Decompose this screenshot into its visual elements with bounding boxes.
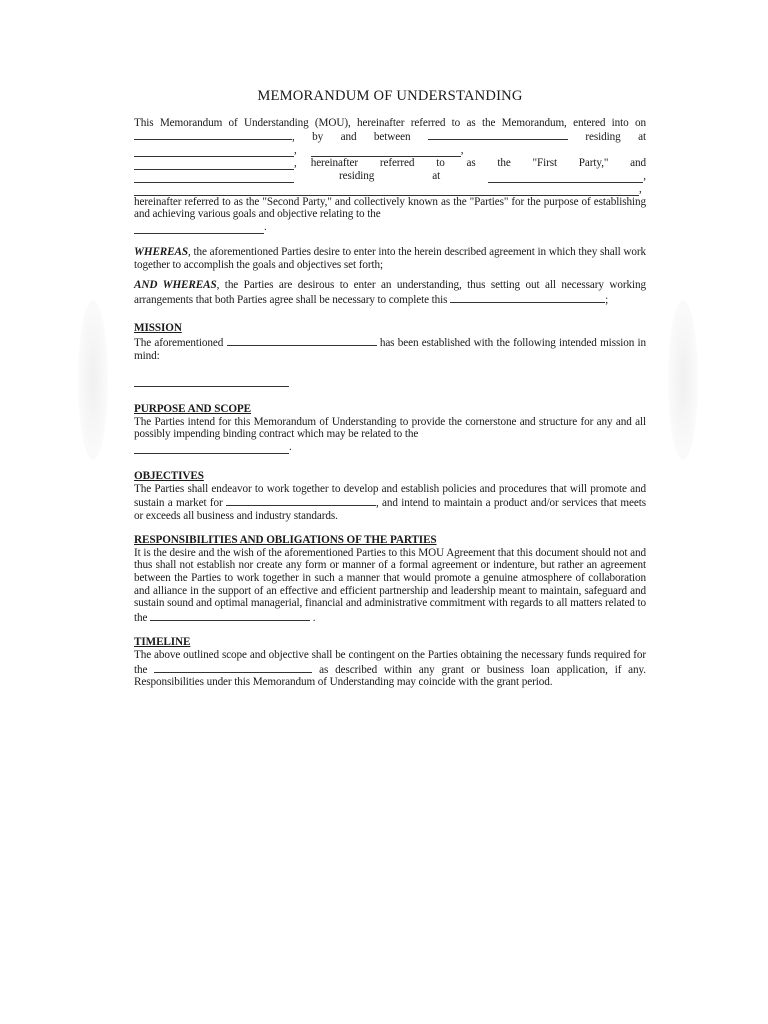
intro-line-6: ,	[134, 183, 646, 196]
second-party-address-blank[interactable]	[488, 172, 643, 183]
objectives-text-2: , and intend to maintain a product and/or services that meets or exceeds all business and industry standards.	[134, 497, 646, 522]
second-party-text: hereinafter referred to as the "Second Party," and collectively known as the "Parties" for the purpose of establishing and achieving various goals and objective relating to the	[134, 195, 646, 221]
timeline-text-2: as described within any grant or business loan application, if any. Responsibilities under this Memorandum of Understanding may coincide with the grant period.	[134, 663, 647, 689]
page-edge-shadow-right	[668, 300, 698, 460]
whereas-label: WHEREAS	[134, 245, 189, 258]
purpose-text: The Parties intend for this Memorandum of Understanding to provide the cornerstone and structure for any and all possibly impending binding contract which may be related to the	[134, 415, 646, 441]
document-page	[134, 90, 646, 689]
first-party-name-blank[interactable]	[428, 129, 568, 140]
purpose-heading: PURPOSE AND SCOPE	[134, 403, 252, 416]
mission-line-blank	[134, 374, 646, 387]
date-blank[interactable]	[134, 129, 292, 140]
document-title: MEMORANDUM OF UNDERSTANDING	[257, 88, 523, 104]
and-whereas-paragraph	[134, 279, 646, 306]
first-party-label-text: hereinafter referred to as the "First Party," and	[310, 157, 646, 170]
purpose-scope-line-blank	[134, 441, 646, 454]
objectives-paragraph	[134, 483, 646, 523]
purpose-blank[interactable]	[134, 223, 264, 234]
period-end: .	[264, 221, 267, 234]
mission-text-1: The aforementioned	[134, 336, 224, 349]
market-blank[interactable]	[226, 495, 376, 506]
first-party-address-2-blank[interactable]	[134, 159, 294, 170]
at-label: at	[432, 170, 441, 183]
mission-blank[interactable]	[227, 335, 377, 346]
funds-blank[interactable]	[154, 662, 312, 673]
objectives-heading: OBJECTIVES	[134, 469, 204, 482]
second-party-address-2-blank[interactable]	[134, 185, 639, 196]
purpose-line-blank	[134, 221, 646, 234]
timeline-text-1: The above outlined scope and objective shall be contingent on the Parties obtaining the necessary funds required for the	[134, 649, 646, 676]
intro-line-5: residing at ,	[134, 170, 646, 183]
arrangement-blank[interactable]	[450, 292, 605, 303]
objectives-text-1: The Parties shall endeavor to work together to develop and establish policies and procedures that will promote and sustain a market for	[134, 482, 646, 510]
second-party-paragraph	[134, 196, 646, 221]
residing-label: residing	[339, 170, 375, 183]
whereas-text: , the aforementioned Parties desire to enter into the herein described agreement in which they shall work together to accomplish the goals and objectives set forth;	[134, 245, 646, 271]
first-party-address-cont-blank[interactable]	[311, 146, 461, 157]
intro-paragraph	[134, 117, 646, 144]
intro-residing-text: residing at	[585, 131, 646, 144]
intro-between-text: , by and between	[292, 131, 411, 144]
responsibilities-paragraph	[134, 547, 646, 625]
first-party-address-blank[interactable]	[134, 146, 294, 157]
related-matters-blank[interactable]	[150, 610, 310, 621]
timeline-paragraph	[134, 649, 646, 689]
responsibilities-end: .	[312, 611, 316, 624]
responsibilities-text: It is the desire and the wish of the aforementioned Parties to this MOU Agreement that this document should not and thus shall not establish nor create any form or manner of a formal agreement or indenture, but rather an agreement between the Parties to work together in such a manner that would promote a genuine atmosphere of collaboration and alliance in the support of an effective and efficient partnership and leadership meant to maintain, safeguard and sustain sound and optimal managerial, financial and administrative commitment with regards to all matters related to the	[134, 546, 646, 624]
and-whereas-label: AND WHEREAS	[134, 279, 217, 292]
and-whereas-end: ;	[605, 293, 609, 306]
second-party-name-blank[interactable]	[134, 172, 294, 183]
responsibilities-heading: RESPONSIBILITIES AND OBLIGATIONS OF THE PARTIES	[134, 534, 437, 547]
purpose-scope-blank[interactable]	[134, 443, 289, 454]
page-edge-shadow-left	[78, 300, 108, 460]
mission-paragraph	[134, 335, 646, 362]
mission-statement-blank[interactable]	[134, 376, 289, 387]
intro-line-3: , ,	[134, 144, 646, 157]
and-whereas-text: , the Parties are desirous to enter an understanding, thus setting out all necessary working arrangements that both Parties agree shall be necessary to complete this	[134, 279, 646, 306]
whereas-paragraph	[134, 246, 646, 271]
intro-line-4: , hereinafter referred to as the "First Party," and	[134, 157, 646, 170]
mission-text-2: has been established with the following intended mission in mind:	[134, 336, 646, 362]
purpose-end: .	[289, 441, 292, 454]
timeline-heading: TIMELINE	[134, 636, 191, 649]
intro-text: This Memorandum of Understanding (MOU), hereinafter referred to as the Memorandum, entered into on	[134, 116, 646, 129]
mission-heading: MISSION	[134, 322, 182, 335]
purpose-paragraph	[134, 416, 646, 441]
